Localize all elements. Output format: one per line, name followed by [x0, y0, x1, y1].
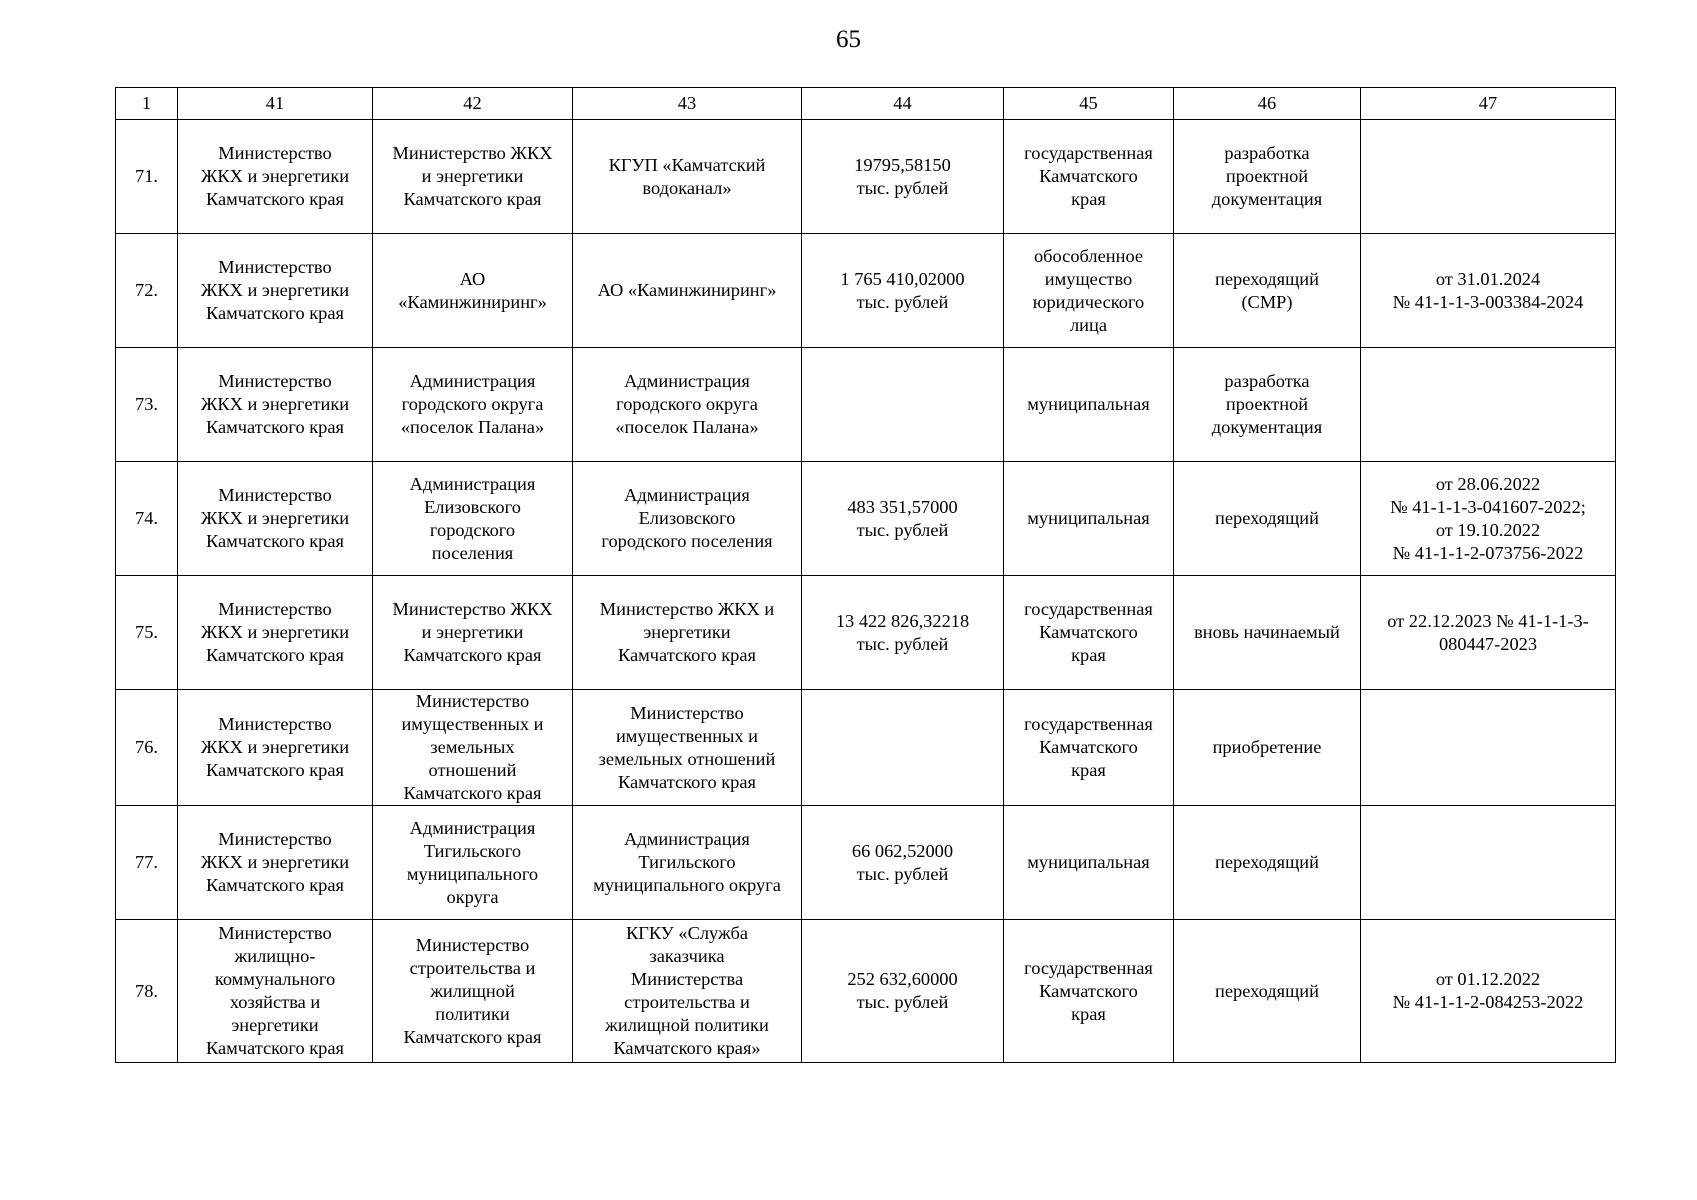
- customer: Министерство ЖКХ и энергетики Камчатского края: [573, 576, 802, 690]
- customer: Министерство имущественных и земельных отношений Камчатского края: [573, 690, 802, 806]
- estimated-cost: 13 422 826,32218 тыс. рублей: [802, 576, 1004, 690]
- customer: Администрация Тигильского муниципального округа: [573, 806, 802, 920]
- ownership-form: муниципальная: [1004, 462, 1174, 576]
- row-number: 72.: [116, 234, 178, 348]
- budget-recipient: Администрация городского округа «поселок Палана»: [373, 348, 573, 462]
- object-status: приобретение: [1174, 690, 1361, 806]
- responsible-authority: Министерство жилищно- коммунального хозяйства и энергетики Камчатского края: [178, 920, 373, 1063]
- object-status: переходящий: [1174, 462, 1361, 576]
- row-number: 76.: [116, 690, 178, 806]
- row-number: 77.: [116, 806, 178, 920]
- budget-recipient: Администрация Елизовского городского поселения: [373, 462, 573, 576]
- table-row: [116, 576, 1616, 690]
- estimated-cost: 252 632,60000 тыс. рублей: [802, 920, 1004, 1063]
- customer: КГУП «Камчатский водоканал»: [573, 120, 802, 234]
- table-row: [116, 690, 1616, 806]
- column-header: 41: [178, 88, 373, 120]
- object-status: переходящий (СМР): [1174, 234, 1361, 348]
- expertise-conclusion: от 31.01.2024 № 41-1-1-3-003384-2024: [1361, 234, 1616, 348]
- page-number: 65: [836, 26, 861, 53]
- ownership-form: государственная Камчатского края: [1004, 690, 1174, 806]
- customer: АО «Каминжиниринг»: [573, 234, 802, 348]
- header-row: [116, 88, 1616, 120]
- row-number: 78.: [116, 920, 178, 1063]
- budget-recipient: Администрация Тигильского муниципального округа: [373, 806, 573, 920]
- table-row: [116, 234, 1616, 348]
- responsible-authority: Министерство ЖКХ и энергетики Камчатского края: [178, 462, 373, 576]
- responsible-authority: Министерство ЖКХ и энергетики Камчатского края: [178, 576, 373, 690]
- responsible-authority: Министерство ЖКХ и энергетики Камчатского края: [178, 806, 373, 920]
- registry-table: [115, 87, 1616, 1063]
- column-header: 46: [1174, 88, 1361, 120]
- expertise-conclusion: [1361, 806, 1616, 920]
- ownership-form: государственная Камчатского края: [1004, 576, 1174, 690]
- budget-recipient: Министерство ЖКХ и энергетики Камчатского края: [373, 120, 573, 234]
- row-number: 73.: [116, 348, 178, 462]
- expertise-conclusion: от 01.12.2022 № 41-1-1-2-084253-2022: [1361, 920, 1616, 1063]
- budget-recipient: АО «Каминжиниринг»: [373, 234, 573, 348]
- column-header: 47: [1361, 88, 1616, 120]
- object-status: разработка проектной документация: [1174, 348, 1361, 462]
- table-row: [116, 348, 1616, 462]
- responsible-authority: Министерство ЖКХ и энергетики Камчатского края: [178, 120, 373, 234]
- ownership-form: государственная Камчатского края: [1004, 120, 1174, 234]
- estimated-cost: 483 351,57000 тыс. рублей: [802, 462, 1004, 576]
- object-status: разработка проектной документация: [1174, 120, 1361, 234]
- object-status: переходящий: [1174, 920, 1361, 1063]
- expertise-conclusion: от 22.12.2023 № 41-1-1-3- 080447-2023: [1361, 576, 1616, 690]
- budget-recipient: Министерство ЖКХ и энергетики Камчатского края: [373, 576, 573, 690]
- responsible-authority: Министерство ЖКХ и энергетики Камчатского края: [178, 690, 373, 806]
- estimated-cost: 66 062,52000 тыс. рублей: [802, 806, 1004, 920]
- object-status: переходящий: [1174, 806, 1361, 920]
- column-header: 43: [573, 88, 802, 120]
- ownership-form: муниципальная: [1004, 348, 1174, 462]
- row-number: 74.: [116, 462, 178, 576]
- customer: КГКУ «Служба заказчика Министерства строительства и жилищной политики Камчатского края»: [573, 920, 802, 1063]
- estimated-cost: [802, 690, 1004, 806]
- customer: Администрация Елизовского городского поселения: [573, 462, 802, 576]
- expertise-conclusion: [1361, 348, 1616, 462]
- object-status: вновь начинаемый: [1174, 576, 1361, 690]
- ownership-form: государственная Камчатского края: [1004, 920, 1174, 1063]
- table-row: [116, 806, 1616, 920]
- estimated-cost: [802, 348, 1004, 462]
- expertise-conclusion: [1361, 690, 1616, 806]
- column-header: 44: [802, 88, 1004, 120]
- column-header: 42: [373, 88, 573, 120]
- table-row: [116, 462, 1616, 576]
- responsible-authority: Министерство ЖКХ и энергетики Камчатского края: [178, 234, 373, 348]
- budget-recipient: Министерство имущественных и земельных отношений Камчатского края: [373, 690, 573, 806]
- expertise-conclusion: [1361, 120, 1616, 234]
- estimated-cost: 19795,58150 тыс. рублей: [802, 120, 1004, 234]
- ownership-form: муниципальная: [1004, 806, 1174, 920]
- budget-recipient: Министерство строительства и жилищной политики Камчатского края: [373, 920, 573, 1063]
- column-header: 1: [116, 88, 178, 120]
- estimated-cost: 1 765 410,02000 тыс. рублей: [802, 234, 1004, 348]
- row-number: 71.: [116, 120, 178, 234]
- column-header: 45: [1004, 88, 1174, 120]
- expertise-conclusion: от 28.06.2022 № 41-1-1-3-041607-2022; от 19.10.2022 № 41-1-1-2-073756-2022: [1361, 462, 1616, 576]
- ownership-form: обособленное имущество юридического лица: [1004, 234, 1174, 348]
- table-row: [116, 120, 1616, 234]
- table-row: [116, 920, 1616, 1063]
- row-number: 75.: [116, 576, 178, 690]
- responsible-authority: Министерство ЖКХ и энергетики Камчатского края: [178, 348, 373, 462]
- customer: Администрация городского округа «поселок Палана»: [573, 348, 802, 462]
